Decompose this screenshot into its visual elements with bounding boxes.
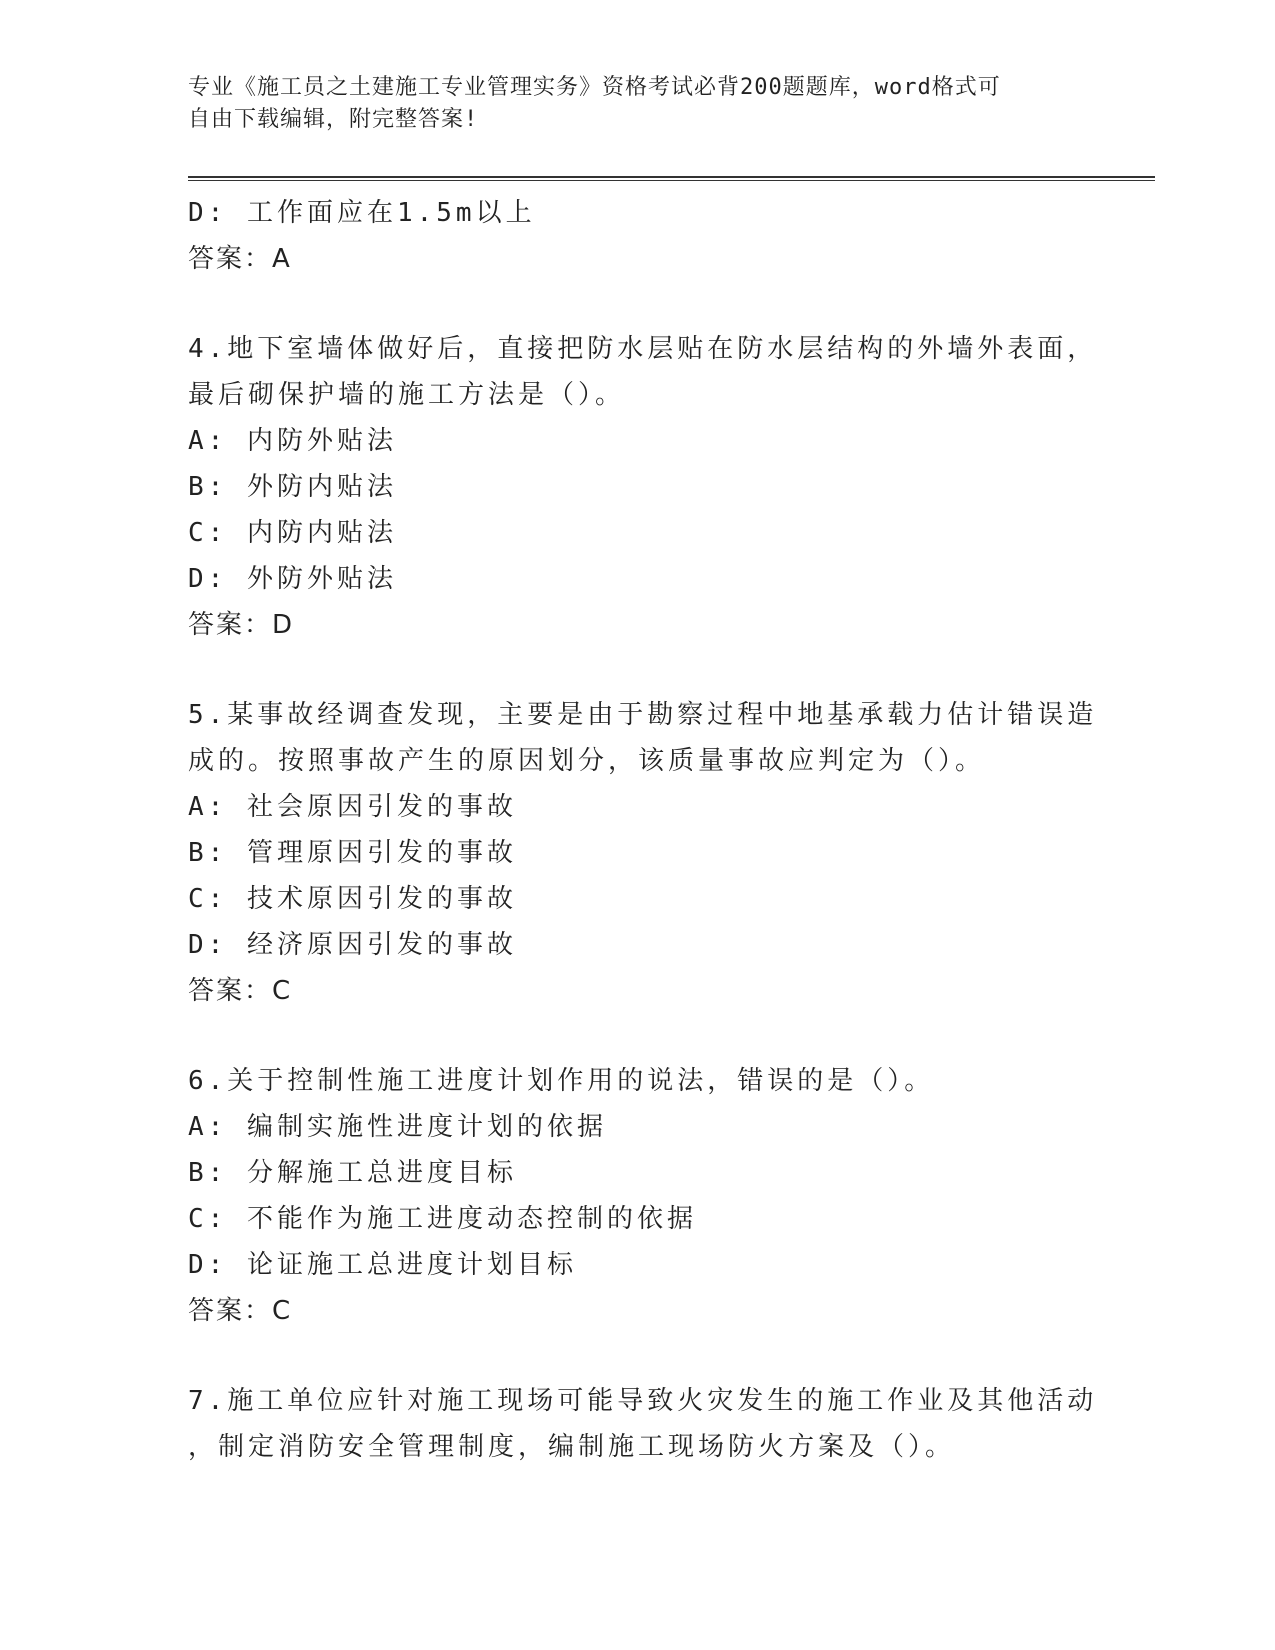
option-b: B: 管理原因引发的事故: [188, 838, 517, 868]
question-list: [188, 190, 1098, 1470]
option-b: B: 外防内贴法: [188, 472, 397, 502]
option-d: D: 经济原因引发的事故: [188, 930, 517, 960]
question-block-7: [188, 1378, 1098, 1470]
spacer: [188, 1014, 1088, 1058]
header-title-line-2: 自由下载编辑，附完整答案!: [188, 107, 479, 132]
option-c: C: 内防内贴法: [188, 518, 397, 548]
option-a: A: 内防外贴法: [188, 426, 397, 456]
option-d: D: 工作面应在1.5m以上: [188, 198, 536, 228]
option-a: A: 编制实施性进度计划的依据: [188, 1112, 607, 1142]
question-stem: 7.施工单位应针对施工现场可能导致火灾发生的施工作业及其他活动: [188, 1386, 1098, 1416]
spacer: [188, 648, 1088, 692]
question-stem: 成的。按照事故产生的原因划分，该质量事故应判定为（）。: [188, 746, 986, 776]
option-d: D: 外防外贴法: [188, 564, 397, 594]
question-stem: 6.关于控制性施工进度计划作用的说法，错误的是（）。: [188, 1066, 935, 1096]
question-stem: 5.某事故经调查发现，主要是由于勘察过程中地基承载力估计错误造: [188, 700, 1098, 730]
question-block-6: [188, 1058, 1088, 1334]
header-divider: [188, 176, 1155, 181]
question-block-5: [188, 692, 1098, 1014]
question-stem: ，制定消防安全管理制度，编制施工现场防火方案及（）。: [188, 1432, 956, 1462]
option-b: B: 分解施工总进度目标: [188, 1158, 517, 1188]
question-stem: 最后砌保护墙的施工方法是（）。: [188, 380, 626, 410]
option-c: C: 不能作为施工进度动态控制的依据: [188, 1204, 697, 1234]
answer: 答案：A: [188, 244, 292, 274]
document-header: [188, 72, 1068, 136]
spacer: [188, 1334, 1088, 1378]
answer: 答案：C: [188, 976, 293, 1006]
answer: 答案：C: [188, 1296, 293, 1326]
answer: 答案：D: [188, 610, 295, 640]
option-d: D: 论证施工总进度计划目标: [188, 1250, 577, 1280]
question-stem: 4.地下室墙体做好后，直接把防水层贴在防水层结构的外墙外表面，: [188, 334, 1098, 364]
spacer: [188, 282, 1088, 326]
option-c: C: 技术原因引发的事故: [188, 884, 517, 914]
question-block-3: [188, 190, 1088, 282]
header-title-line-1: 专业《施工员之土建施工专业管理实务》资格考试必背200题题库，word格式可: [188, 75, 1001, 100]
option-a: A: 社会原因引发的事故: [188, 792, 517, 822]
question-block-4: [188, 326, 1098, 648]
